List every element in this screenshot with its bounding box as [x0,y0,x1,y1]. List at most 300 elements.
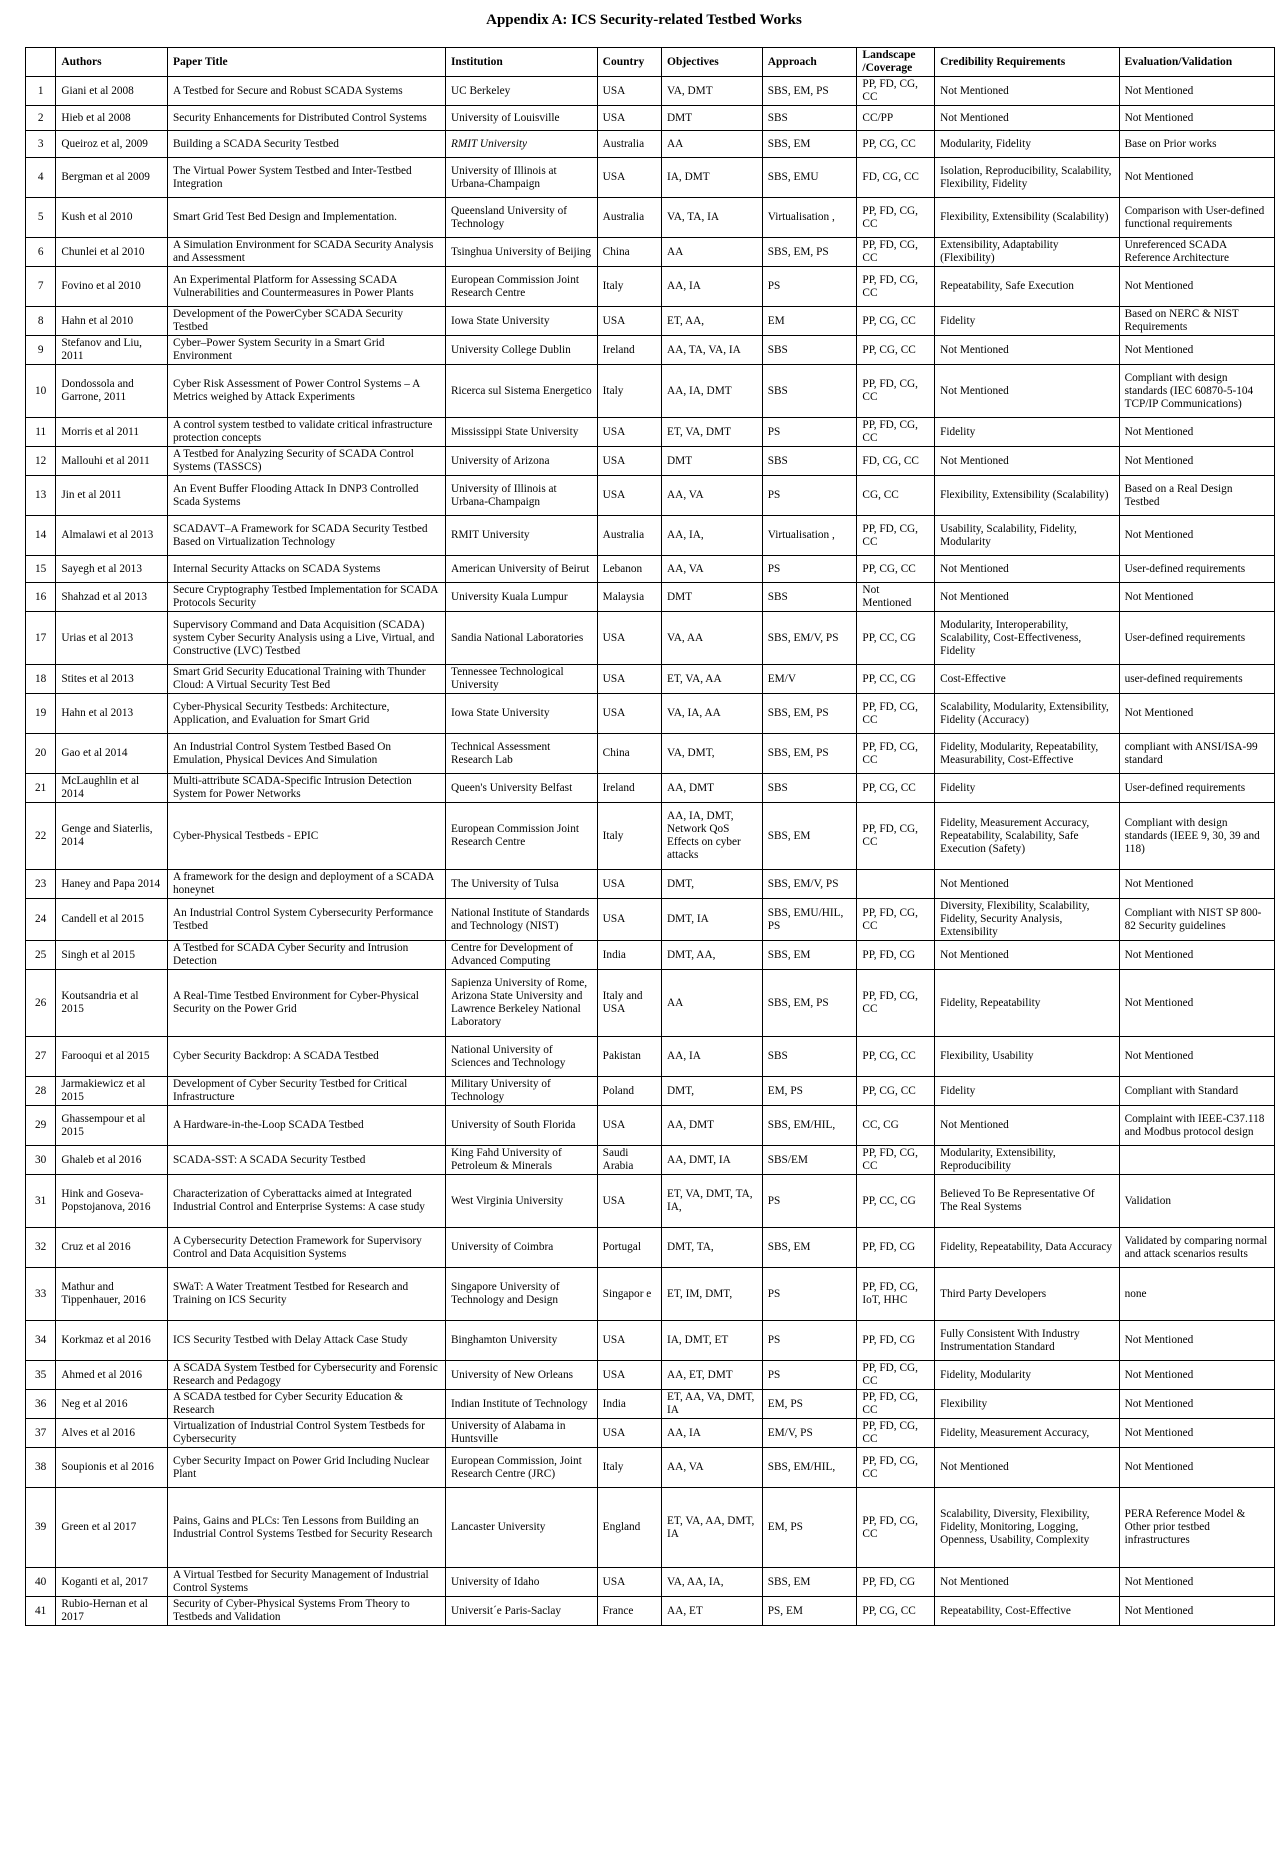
cell-objectives: AA, IA [662,1419,763,1448]
cell-evaluation: Not Mentioned [1119,447,1274,476]
cell-objectives: AA [662,238,763,267]
cell-authors: Stites et al 2013 [56,665,168,694]
cell-paper-title: A SCADA testbed for Cyber Security Education & Research [168,1390,446,1419]
cell-evaluation: Not Mentioned [1119,941,1274,970]
cell-institution: Singapore University of Technology and Design [445,1268,597,1321]
column-header-credibility: Credibility Requirements [935,48,1119,77]
cell-paper-title: A Cybersecurity Detection Framework for Supervisory Control and Data Acquisition Systems [168,1228,446,1268]
cell-credibility: Extensibility, Adaptability (Flexibility) [935,238,1119,267]
table-row [26,899,1275,941]
cell-country: USA [597,418,661,447]
cell-authors: Soupionis et al 2016 [56,1448,168,1488]
column-header-country: Country [597,48,661,77]
cell-credibility: Flexibility, Extensibility (Scalability) [935,476,1119,516]
cell-institution: RMIT University [445,516,597,556]
cell-institution: University of Illinois at Urbana-Champaign [445,476,597,516]
cell-landscape: PP, FD, CG, CC [857,734,935,774]
cell-approach: SBS, EM [762,941,857,970]
table-row [26,131,1275,158]
cell-authors: Jarmakiewicz et al 2015 [56,1077,168,1106]
cell-paper-title: Virtualization of Industrial Control System Testbeds for Cybersecurity [168,1419,446,1448]
cell-landscape: PP, FD, CG [857,1321,935,1361]
cell-country: Italy [597,803,661,870]
cell-approach: SBS [762,583,857,612]
cell-authors: Hink and Goseva-Popstojanova, 2016 [56,1175,168,1228]
cell-number: 23 [26,870,56,899]
cell-evaluation: Validated by comparing normal and attack scenarios results [1119,1228,1274,1268]
cell-country: Australia [597,198,661,238]
cell-authors: Mallouhi et al 2011 [56,447,168,476]
cell-number: 32 [26,1228,56,1268]
cell-approach: EM/V, PS [762,1419,857,1448]
cell-number: 19 [26,694,56,734]
cell-approach: PS, EM [762,1597,857,1626]
cell-institution: National Institute of Standards and Technology (NIST) [445,899,597,941]
cell-credibility: Fidelity, Modularity [935,1361,1119,1390]
table-row [26,1106,1275,1146]
cell-paper-title: Cyber Security Impact on Power Grid Including Nuclear Plant [168,1448,446,1488]
cell-paper-title: Internal Security Attacks on SCADA Systems [168,556,446,583]
cell-evaluation: Not Mentioned [1119,694,1274,734]
cell-landscape: PP, FD, CG, CC [857,365,935,418]
cell-objectives: VA, TA, IA [662,198,763,238]
cell-authors: Genge and Siaterlis, 2014 [56,803,168,870]
cell-authors: Ghassempour et al 2015 [56,1106,168,1146]
cell-evaluation: Base on Prior works [1119,131,1274,158]
cell-institution: European Commission, Joint Research Centre (JRC) [445,1448,597,1488]
cell-objectives: AA, VA [662,476,763,516]
cell-institution: University of New Orleans [445,1361,597,1390]
cell-paper-title: Cyber Risk Assessment of Power Control Systems – A Metrics weighed by Attack Experiments [168,365,446,418]
cell-authors: Farooqui et al 2015 [56,1037,168,1077]
cell-authors: Morris et al 2011 [56,418,168,447]
table-row [26,365,1275,418]
cell-institution: University of Idaho [445,1568,597,1597]
cell-landscape: PP, CG, CC [857,131,935,158]
cell-institution: Technical Assessment Research Lab [445,734,597,774]
table-row [26,77,1275,106]
cell-approach: SBS, EM, PS [762,970,857,1037]
cell-landscape: PP, FD, CG [857,941,935,970]
cell-paper-title: An Industrial Control System Testbed Based On Emulation, Physical Devices And Simulation [168,734,446,774]
cell-objectives: DMT, AA, [662,941,763,970]
header-row [26,48,1275,77]
cell-institution: National University of Sciences and Technology [445,1037,597,1077]
cell-credibility: Flexibility [935,1390,1119,1419]
table-row [26,941,1275,970]
cell-landscape: PP, CC, CG [857,665,935,694]
table-row [26,1448,1275,1488]
cell-authors: Bergman et al 2009 [56,158,168,198]
cell-authors: Kush et al 2010 [56,198,168,238]
cell-paper-title: An Industrial Control System Cybersecurity Performance Testbed [168,899,446,941]
cell-credibility: Modularity, Interoperability, Scalability, Cost-Effectiveness, Fidelity [935,612,1119,665]
cell-evaluation: Not Mentioned [1119,77,1274,106]
cell-objectives: ET, AA, VA, DMT, IA [662,1390,763,1419]
cell-number: 4 [26,158,56,198]
cell-evaluation: Unreferenced SCADA Reference Architecture [1119,238,1274,267]
cell-credibility: Fidelity [935,418,1119,447]
cell-institution: University Kuala Lumpur [445,583,597,612]
cell-approach: EM, PS [762,1488,857,1568]
cell-credibility: Not Mentioned [935,106,1119,131]
cell-authors: Mathur and Tippenhauer, 2016 [56,1268,168,1321]
cell-evaluation: Complaint with IEEE-C37.118 and Modbus protocol design [1119,1106,1274,1146]
cell-authors: Ahmed et al 2016 [56,1361,168,1390]
cell-landscape: PP, FD, CG, CC [857,803,935,870]
cell-institution: University of Arizona [445,447,597,476]
cell-objectives: AA, DMT [662,774,763,803]
column-header-landscape: Landscape /Coverage [857,48,935,77]
cell-number: 12 [26,447,56,476]
cell-landscape: PP, CG, CC [857,1597,935,1626]
cell-approach: SBS, EM [762,131,857,158]
cell-evaluation: compliant with ANSI/ISA-99 standard [1119,734,1274,774]
cell-landscape: PP, FD, CG, CC [857,1419,935,1448]
cell-landscape: PP, CG, CC [857,336,935,365]
cell-country: USA [597,665,661,694]
table-row [26,1037,1275,1077]
column-header-objectives: Objectives [662,48,763,77]
cell-authors: Hieb et al 2008 [56,106,168,131]
cell-paper-title: Cyber-Physical Security Testbeds: Architecture, Application, and Evaluation for Smart Grid [168,694,446,734]
cell-paper-title: A Virtual Testbed for Security Management of Industrial Control Systems [168,1568,446,1597]
cell-evaluation: Compliant with Standard [1119,1077,1274,1106]
cell-objectives: AA, DMT [662,1106,763,1146]
table-row [26,1228,1275,1268]
table-row [26,267,1275,307]
cell-number: 3 [26,131,56,158]
cell-paper-title: A Testbed for SCADA Cyber Security and Intrusion Detection [168,941,446,970]
cell-evaluation: Not Mentioned [1119,1568,1274,1597]
cell-paper-title: Cyber Security Backdrop: A SCADA Testbed [168,1037,446,1077]
cell-approach: SBS [762,1037,857,1077]
cell-country: Portugal [597,1228,661,1268]
cell-evaluation: Comparison with User-defined functional requirements [1119,198,1274,238]
cell-institution: RMIT University [445,131,597,158]
cell-landscape: PP, FD, CG, CC [857,1448,935,1488]
cell-credibility: Modularity, Fidelity [935,131,1119,158]
cell-institution: UC Berkeley [445,77,597,106]
table-row [26,1419,1275,1448]
cell-paper-title: A SCADA System Testbed for Cybersecurity and Forensic Research and Pedagogy [168,1361,446,1390]
cell-country: India [597,1390,661,1419]
cell-credibility: Scalability, Diversity, Flexibility, Fidelity, Monitoring, Logging, Openness, Usability, Complexity [935,1488,1119,1568]
cell-country: Singapor e [597,1268,661,1321]
cell-institution: Centre for Development of Advanced Computing [445,941,597,970]
cell-approach: SBS, EMU/HIL, PS [762,899,857,941]
cell-evaluation: Not Mentioned [1119,583,1274,612]
cell-credibility: Not Mentioned [935,1448,1119,1488]
cell-approach: PS [762,1361,857,1390]
cell-credibility: Repeatability, Cost-Effective [935,1597,1119,1626]
cell-approach: PS [762,556,857,583]
cell-authors: Sayegh et al 2013 [56,556,168,583]
column-header-authors: Authors [56,48,168,77]
cell-credibility: Isolation, Reproducibility, Scalability, Flexibility, Fidelity [935,158,1119,198]
cell-country: Lebanon [597,556,661,583]
cell-institution: University of South Florida [445,1106,597,1146]
cell-objectives: ET, VA, AA [662,665,763,694]
cell-approach: SBS, EM, PS [762,77,857,106]
cell-paper-title: SWaT: A Water Treatment Testbed for Research and Training on ICS Security [168,1268,446,1321]
cell-number: 35 [26,1361,56,1390]
cell-credibility: Not Mentioned [935,583,1119,612]
cell-paper-title: The Virtual Power System Testbed and Inter-Testbed Integration [168,158,446,198]
cell-landscape: PP, FD, CG, CC [857,1390,935,1419]
cell-approach: SBS, EM, PS [762,734,857,774]
cell-number: 21 [26,774,56,803]
table-row [26,106,1275,131]
cell-authors: Almalawi et al 2013 [56,516,168,556]
cell-country: USA [597,1419,661,1448]
table-row [26,447,1275,476]
cell-landscape: PP, CC, CG [857,612,935,665]
cell-credibility: Scalability, Modularity, Extensibility, Fidelity (Accuracy) [935,694,1119,734]
cell-authors: Cruz et al 2016 [56,1228,168,1268]
cell-objectives: ET, VA, DMT, TA, IA, [662,1175,763,1228]
cell-landscape: PP, FD, CG, IoT, HHC [857,1268,935,1321]
cell-country: USA [597,870,661,899]
cell-approach: EM [762,307,857,336]
cell-approach: Virtualisation , [762,516,857,556]
cell-authors: Queiroz et al, 2009 [56,131,168,158]
cell-number: 7 [26,267,56,307]
cell-approach: PS [762,267,857,307]
cell-authors: Shahzad et al 2013 [56,583,168,612]
cell-number: 41 [26,1597,56,1626]
cell-number: 2 [26,106,56,131]
cell-number: 34 [26,1321,56,1361]
table-row [26,1390,1275,1419]
cell-evaluation: Not Mentioned [1119,970,1274,1037]
cell-approach: SBS, EM/V, PS [762,612,857,665]
cell-number: 26 [26,970,56,1037]
cell-credibility: Cost-Effective [935,665,1119,694]
cell-evaluation: user-defined requirements [1119,665,1274,694]
cell-objectives: AA, VA [662,556,763,583]
cell-evaluation: Validation [1119,1175,1274,1228]
table-row [26,1077,1275,1106]
cell-objectives: AA [662,970,763,1037]
cell-landscape: PP, FD, CG, CC [857,970,935,1037]
cell-approach: EM, PS [762,1077,857,1106]
column-header-evaluation: Evaluation/Validation [1119,48,1274,77]
cell-objectives: ET, VA, DMT [662,418,763,447]
cell-objectives: AA, IA [662,267,763,307]
cell-evaluation: Not Mentioned [1119,336,1274,365]
cell-credibility: Not Mentioned [935,447,1119,476]
table-row [26,612,1275,665]
cell-paper-title: Security Enhancements for Distributed Control Systems [168,106,446,131]
cell-paper-title: Secure Cryptography Testbed Implementation for SCADA Protocols Security [168,583,446,612]
cell-country: USA [597,476,661,516]
cell-paper-title: SCADA-SST: A SCADA Security Testbed [168,1146,446,1175]
cell-authors: Korkmaz et al 2016 [56,1321,168,1361]
cell-country: China [597,238,661,267]
cell-authors: Koganti et al, 2017 [56,1568,168,1597]
cell-authors: Singh et al 2015 [56,941,168,970]
cell-landscape: CC, CG [857,1106,935,1146]
cell-credibility: Not Mentioned [935,556,1119,583]
cell-country: Saudi Arabia [597,1146,661,1175]
cell-number: 38 [26,1448,56,1488]
cell-authors: Hahn et al 2010 [56,307,168,336]
cell-number: 8 [26,307,56,336]
cell-authors: Rubio-Hernan et al 2017 [56,1597,168,1626]
cell-paper-title: Security of Cyber-Physical Systems From Theory to Testbeds and Validation [168,1597,446,1626]
cell-paper-title: A framework for the design and deployment of a SCADA honeynet [168,870,446,899]
cell-landscape: FD, CG, CC [857,447,935,476]
cell-institution: European Commission Joint Research Centre [445,803,597,870]
cell-institution: University of Alabama in Huntsville [445,1419,597,1448]
cell-country: USA [597,158,661,198]
cell-credibility: Believed To Be Representative Of The Real Systems [935,1175,1119,1228]
cell-credibility: Fidelity [935,774,1119,803]
cell-number: 13 [26,476,56,516]
cell-number: 27 [26,1037,56,1077]
table-row [26,418,1275,447]
cell-country: Italy and USA [597,970,661,1037]
cell-institution: Iowa State University [445,694,597,734]
cell-objectives: VA, AA, IA, [662,1568,763,1597]
cell-landscape: PP, CG, CC [857,307,935,336]
cell-country: Ireland [597,774,661,803]
cell-approach: PS [762,476,857,516]
cell-landscape: PP, CG, CC [857,1077,935,1106]
cell-paper-title: ICS Security Testbed with Delay Attack Case Study [168,1321,446,1361]
table-row [26,1597,1275,1626]
cell-number: 1 [26,77,56,106]
cell-objectives: AA, IA, [662,516,763,556]
table-row [26,1361,1275,1390]
cell-evaluation: User-defined requirements [1119,774,1274,803]
cell-country: Italy [597,365,661,418]
cell-approach: EM, PS [762,1390,857,1419]
cell-paper-title: A Real-Time Testbed Environment for Cyber-Physical Security on the Power Grid [168,970,446,1037]
table-row [26,694,1275,734]
cell-number: 31 [26,1175,56,1228]
cell-landscape: PP, FD, CG, CC [857,198,935,238]
cell-objectives: DMT, TA, [662,1228,763,1268]
cell-landscape: PP, CG, CC [857,556,935,583]
cell-landscape: PP, FD, CG [857,1568,935,1597]
cell-evaluation: User-defined requirements [1119,556,1274,583]
cell-approach: SBS, EM/V, PS [762,870,857,899]
cell-authors: Urias et al 2013 [56,612,168,665]
cell-institution: European Commission Joint Research Centre [445,267,597,307]
table-row [26,1175,1275,1228]
cell-credibility: Third Party Developers [935,1268,1119,1321]
cell-number: 24 [26,899,56,941]
cell-approach: PS [762,1175,857,1228]
cell-institution: American University of Beirut [445,556,597,583]
cell-credibility: Fidelity, Modularity, Repeatability, Measurability, Cost-Effective [935,734,1119,774]
cell-country: USA [597,1568,661,1597]
cell-number: 30 [26,1146,56,1175]
cell-approach: SBS, EM, PS [762,694,857,734]
cell-landscape: PP, CG, CC [857,774,935,803]
cell-authors: Ghaleb et al 2016 [56,1146,168,1175]
cell-number: 22 [26,803,56,870]
cell-authors: Green et al 2017 [56,1488,168,1568]
cell-country: USA [597,1106,661,1146]
cell-institution: Sandia National Laboratories [445,612,597,665]
cell-institution: Sapienza University of Rome, Arizona State University and Lawrence Berkeley National Laboratory [445,970,597,1037]
cell-approach: SBS, EM/HIL, [762,1106,857,1146]
cell-approach: SBS, EM [762,803,857,870]
table-row [26,1488,1275,1568]
table-row [26,970,1275,1037]
cell-number: 29 [26,1106,56,1146]
cell-institution: University of Louisville [445,106,597,131]
cell-objectives: DMT [662,583,763,612]
cell-credibility: Fidelity, Repeatability, Data Accuracy [935,1228,1119,1268]
cell-approach: Virtualisation , [762,198,857,238]
cell-landscape: PP, FD, CG [857,1228,935,1268]
cell-country: Italy [597,1448,661,1488]
cell-institution: The University of Tulsa [445,870,597,899]
cell-evaluation: PERA Reference Model & Other prior testbed infrastructures [1119,1488,1274,1568]
cell-objectives: ET, VA, AA, DMT, IA [662,1488,763,1568]
cell-country: USA [597,694,661,734]
cell-paper-title: Pains, Gains and PLCs: Ten Lessons from Building an Industrial Control Systems Testbed for Security Research [168,1488,446,1568]
cell-objectives: VA, AA [662,612,763,665]
table-row [26,1268,1275,1321]
column-header-institution: Institution [445,48,597,77]
cell-credibility: Repeatability, Safe Execution [935,267,1119,307]
table-row [26,1321,1275,1361]
cell-country: USA [597,447,661,476]
cell-credibility: Not Mentioned [935,365,1119,418]
cell-paper-title: Cyber-Physical Testbeds - EPIC [168,803,446,870]
cell-authors: Chunlei et al 2010 [56,238,168,267]
cell-institution: University of Coimbra [445,1228,597,1268]
cell-credibility: Fidelity, Repeatability [935,970,1119,1037]
cell-country: USA [597,1321,661,1361]
table-row [26,803,1275,870]
cell-number: 15 [26,556,56,583]
table-row [26,198,1275,238]
cell-evaluation: Not Mentioned [1119,158,1274,198]
cell-evaluation: Not Mentioned [1119,516,1274,556]
cell-institution: University College Dublin [445,336,597,365]
cell-paper-title: A Testbed for Secure and Robust SCADA Systems [168,77,446,106]
cell-number: 5 [26,198,56,238]
cell-paper-title: A Testbed for Analyzing Security of SCADA Control Systems (TASSCS) [168,447,446,476]
cell-landscape: PP, FD, CG, CC [857,1361,935,1390]
cell-objectives: AA, IA [662,1037,763,1077]
column-header-approach: Approach [762,48,857,77]
cell-country: Ireland [597,336,661,365]
cell-evaluation: Not Mentioned [1119,1597,1274,1626]
cell-country: Italy [597,267,661,307]
cell-objectives: AA, ET, DMT [662,1361,763,1390]
table-row [26,734,1275,774]
cell-paper-title: Smart Grid Security Educational Training with Thunder Cloud: A Virtual Security Test Bed [168,665,446,694]
cell-number: 11 [26,418,56,447]
cell-number: 10 [26,365,56,418]
cell-approach: SBS, EM/HIL, [762,1448,857,1488]
cell-authors: Candell et al 2015 [56,899,168,941]
cell-country: Poland [597,1077,661,1106]
cell-number: 6 [26,238,56,267]
cell-approach: PS [762,418,857,447]
cell-institution: Tsinghua University of Beijing [445,238,597,267]
cell-approach: SBS [762,336,857,365]
table-row [26,1146,1275,1175]
cell-objectives: ET, IM, DMT, [662,1268,763,1321]
